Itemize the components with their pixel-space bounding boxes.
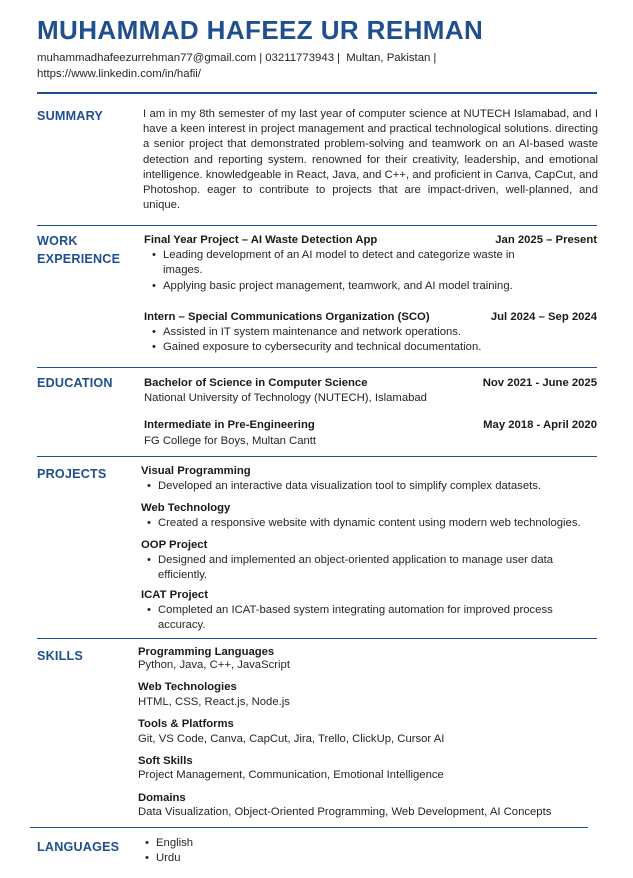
job-bullets bbox=[150, 248, 550, 294]
skill-group-name: Tools & Platforms bbox=[138, 718, 234, 730]
project-bullet: • Created a responsive website with dynamic content using modern web technologies. bbox=[145, 516, 615, 531]
job-dates: Jul 2024 – Sep 2024 bbox=[490, 311, 597, 323]
section-divider bbox=[30, 827, 588, 828]
separator: | bbox=[337, 52, 341, 64]
degree-title: Bachelor of Science in Computer Science bbox=[144, 377, 368, 389]
job-dates: Jan 2025 – Present bbox=[495, 234, 597, 246]
location: Multan, Pakistan bbox=[346, 52, 431, 64]
summary-text: I am in my 8th semester of my last year of computer science at NUTECH Islamabad, and I have a keen interest in project management and practical technological solutions. directing a senior project that demonstrated problem-solving and teamwork on an AI-based waste detection and reporting system. renowned for their creativity, leadership, and emotional intelligence. knowledgeable in React, Java, and C++, and proficient in Canva, CapCut, and Photoshop. eager to contribute to projects that are impact-driven, well-planned, and unique. bbox=[143, 108, 598, 212]
job-bullet: • Assisted in IT system maintenance and network operations. bbox=[150, 325, 590, 340]
skill-group-name: Web Technologies bbox=[138, 681, 237, 693]
work-heading-line2: EXPERIENCE bbox=[37, 252, 121, 266]
skill-group-name: Soft Skills bbox=[138, 755, 193, 767]
candidate-name: MUHAMMAD HAFEEZ UR REHMAN bbox=[37, 15, 484, 45]
project-name: ICAT Project bbox=[141, 589, 208, 601]
languages-heading: LANGUAGES bbox=[37, 840, 120, 854]
project-bullet: • Designed and implemented an object-oriented application to manage user data efficiently. bbox=[145, 553, 590, 584]
education-heading: EDUCATION bbox=[37, 376, 113, 390]
language-list bbox=[143, 836, 343, 867]
job-bullet: • Applying basic project management, teamwork, and AI model training. bbox=[150, 279, 550, 294]
job-bullet: • Leading development of an AI model to detect and categorize waste in images. bbox=[150, 248, 550, 279]
section-divider bbox=[37, 638, 597, 639]
header-divider bbox=[37, 92, 597, 94]
degree-dates: Nov 2021 - June 2025 bbox=[482, 377, 597, 389]
project-name: Visual Programming bbox=[141, 465, 251, 477]
skill-group-value: Project Management, Communication, Emotional Intelligence bbox=[138, 769, 444, 781]
separator: | bbox=[259, 52, 263, 64]
skill-group-value: Git, VS Code, Canva, CapCut, Jira, Trello, ClickUp, Cursor AI bbox=[138, 733, 445, 745]
section-divider bbox=[37, 225, 597, 226]
skill-group-value: HTML, CSS, React.js, Node.js bbox=[138, 696, 290, 708]
job-title: Final Year Project – AI Waste Detection App bbox=[144, 234, 378, 246]
school-name: FG College for Boys, Multan Cantt bbox=[144, 435, 317, 447]
skill-group-name: Programming Languages bbox=[138, 646, 275, 658]
email-link[interactable]: muhammadhafeezurrehman77@gmail.com bbox=[37, 52, 257, 64]
work-heading-line1: WORK bbox=[37, 234, 78, 248]
job-bullets bbox=[150, 325, 590, 356]
work-heading bbox=[37, 232, 120, 268]
language-item: • English bbox=[143, 836, 343, 851]
project-bullets bbox=[145, 479, 605, 494]
contact-info bbox=[37, 51, 477, 82]
school-name: National University of Technology (NUTECH), Islamabad bbox=[144, 392, 427, 404]
summary-heading: SUMMARY bbox=[37, 109, 103, 123]
degree-title: Intermediate in Pre-Engineering bbox=[144, 419, 315, 431]
job-bullet: • Gained exposure to cybersecurity and technical documentation. bbox=[150, 340, 590, 355]
skill-group-value: Python, Java, C++, JavaScript bbox=[138, 659, 290, 671]
job-title: Intern – Special Communications Organization (SCO) bbox=[144, 311, 430, 323]
phone-number: 03211773943 bbox=[265, 52, 335, 64]
language-item: • Urdu bbox=[143, 851, 343, 866]
degree-dates: May 2018 - April 2020 bbox=[483, 419, 597, 431]
skills-heading: SKILLS bbox=[37, 649, 83, 663]
project-bullets bbox=[145, 516, 615, 531]
project-name: Web Technology bbox=[141, 502, 231, 514]
section-divider bbox=[37, 456, 597, 457]
project-bullet: • Completed an ICAT-based system integrating automation for improved process accuracy. bbox=[145, 603, 590, 634]
project-name: OOP Project bbox=[141, 539, 208, 551]
project-bullets bbox=[145, 553, 590, 584]
linkedin-link[interactable]: https://www.linkedin.com/in/hafii/ bbox=[37, 67, 201, 80]
skill-group-value: Data Visualization, Object-Oriented Programming, Web Development, AI Concepts bbox=[138, 806, 552, 818]
skill-group-name: Domains bbox=[138, 792, 186, 804]
separator: | bbox=[433, 52, 437, 64]
projects-heading: PROJECTS bbox=[37, 467, 107, 481]
project-bullets bbox=[145, 603, 590, 634]
section-divider bbox=[37, 367, 597, 368]
project-bullet: • Developed an interactive data visualization tool to simplify complex datasets. bbox=[145, 479, 605, 494]
